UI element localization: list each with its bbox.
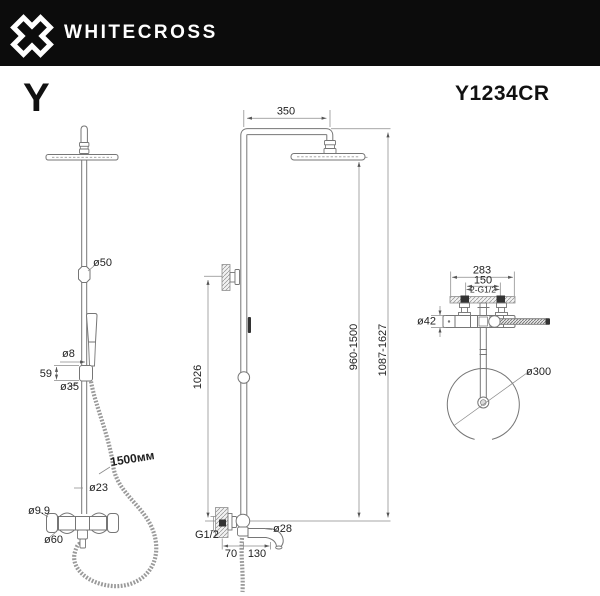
front-view (28, 126, 156, 586)
dim-side-d28: ø28 (273, 523, 292, 535)
dim-front-59: 59 (39, 368, 52, 380)
column-connector (79, 267, 91, 283)
inlet-fittings (459, 303, 508, 316)
slider-clamp (248, 317, 251, 333)
shower-column-side (244, 132, 330, 524)
mixer-right-cap (108, 514, 119, 533)
dim-top-283: 283 (472, 264, 492, 277)
dim-front-d23: ø23 (89, 482, 108, 494)
brand-name: WHITECROSS (64, 22, 218, 43)
mixer-top (443, 316, 550, 328)
dim-front-d50: ø50 (93, 257, 112, 269)
dim-front-d9-9: ø9.9 (28, 505, 51, 517)
dim-top-2g12: 2-G1/2 (470, 284, 496, 295)
diverter-ball (236, 514, 250, 528)
shower-column-front (82, 160, 87, 514)
dim-side-350: 350 (276, 105, 296, 118)
slide-ball-joint (238, 372, 250, 384)
dim-top-d300: ø300 (526, 366, 552, 378)
dim-side-1087-1627: 1087-1627 (377, 323, 389, 377)
dim-front-d35: ø35 (60, 381, 79, 393)
dim-side-1026: 1026 (192, 364, 204, 390)
dim-side-g12: G1/2 (195, 529, 219, 541)
dim-side-130: 130 (247, 548, 267, 560)
wall-section (450, 297, 515, 304)
side-view (192, 106, 391, 593)
model-code: Y1234CR (455, 82, 550, 105)
top-view (417, 265, 551, 440)
variant-label: Y (23, 76, 50, 120)
wall-bracket (222, 265, 240, 291)
dim-top-150: 150 (473, 274, 493, 287)
dim-side-70: 70 (224, 548, 238, 560)
dim-top-d42: ø42 (417, 315, 436, 328)
dim-front-hose-length: 1500мм (109, 448, 156, 469)
dim-front-d60: ø60 (44, 534, 63, 546)
hand-shower-holder (80, 366, 93, 382)
dim-front-d8: ø8 (62, 348, 75, 360)
mixer-handle (500, 319, 546, 325)
dim-side-960-1500: 960-1500 (348, 323, 360, 371)
